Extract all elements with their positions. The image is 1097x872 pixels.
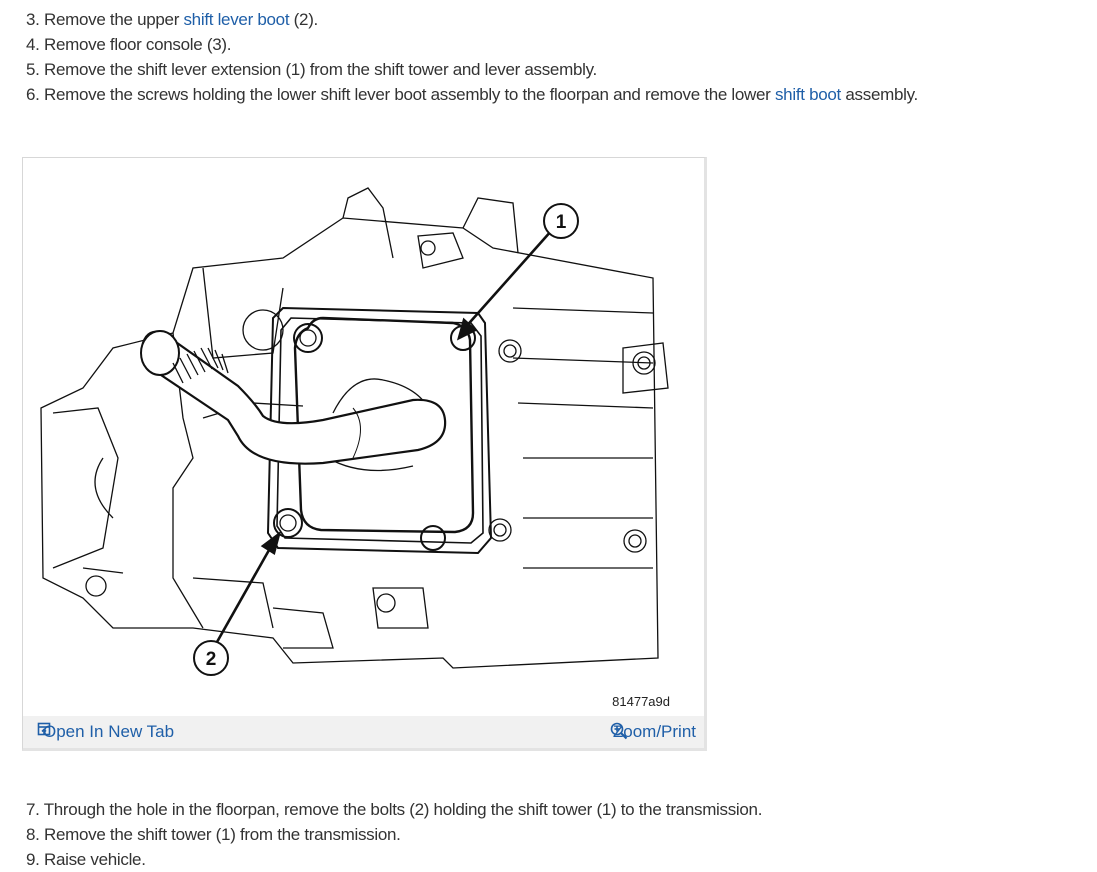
figure-code: 81477a9d (612, 694, 670, 709)
callout-2-label: 2 (205, 649, 217, 670)
shift-lever-extension (141, 331, 445, 464)
step-7 (26, 797, 762, 822)
shift-tower-illustration (23, 158, 704, 708)
callout-1-label: 1 (555, 212, 567, 233)
zoom-print-label: Zoom/Print (612, 722, 696, 741)
step-6 (26, 82, 918, 107)
step-text: 6. Remove the screws holding the lower shift lever boot assembly to the floorpan and remove the lower (26, 85, 775, 104)
figure-panel (22, 157, 707, 751)
step-text: 7. Through the hole in the floorpan, remove the bolts (2) holding the shift tower (1) to the transmission. (26, 800, 763, 819)
step-5 (26, 57, 918, 82)
shift-boot-link[interactable]: shift boot (774, 85, 841, 104)
step-text: 4. Remove floor console (3). (26, 35, 232, 54)
steps-list-bottom (26, 797, 762, 872)
step-text: 3. Remove the upper (26, 10, 184, 29)
step-4 (26, 32, 918, 57)
step-3 (26, 7, 918, 32)
step-8 (26, 822, 762, 847)
step-text: assembly. (840, 85, 918, 104)
open-in-new-tab-label: Open In New Tab (43, 722, 175, 741)
step-text: (2). (289, 10, 318, 29)
step-text: 5. Remove the shift lever extension (1) from the shift tower and lever assembly. (26, 60, 597, 79)
shift-lever-boot-link[interactable]: shift lever boot (183, 10, 290, 29)
callout-1 (544, 204, 578, 238)
callout-2 (194, 641, 228, 675)
step-text: 8. Remove the shift tower (1) from the transmission. (26, 825, 401, 844)
step-text: 9. Raise vehicle. (26, 850, 146, 869)
zoom-print-button[interactable] (610, 722, 696, 742)
figure-toolbar (23, 716, 704, 748)
step-9 (26, 847, 762, 872)
steps-list-top (26, 7, 918, 107)
open-in-new-tab-button[interactable] (37, 722, 174, 742)
